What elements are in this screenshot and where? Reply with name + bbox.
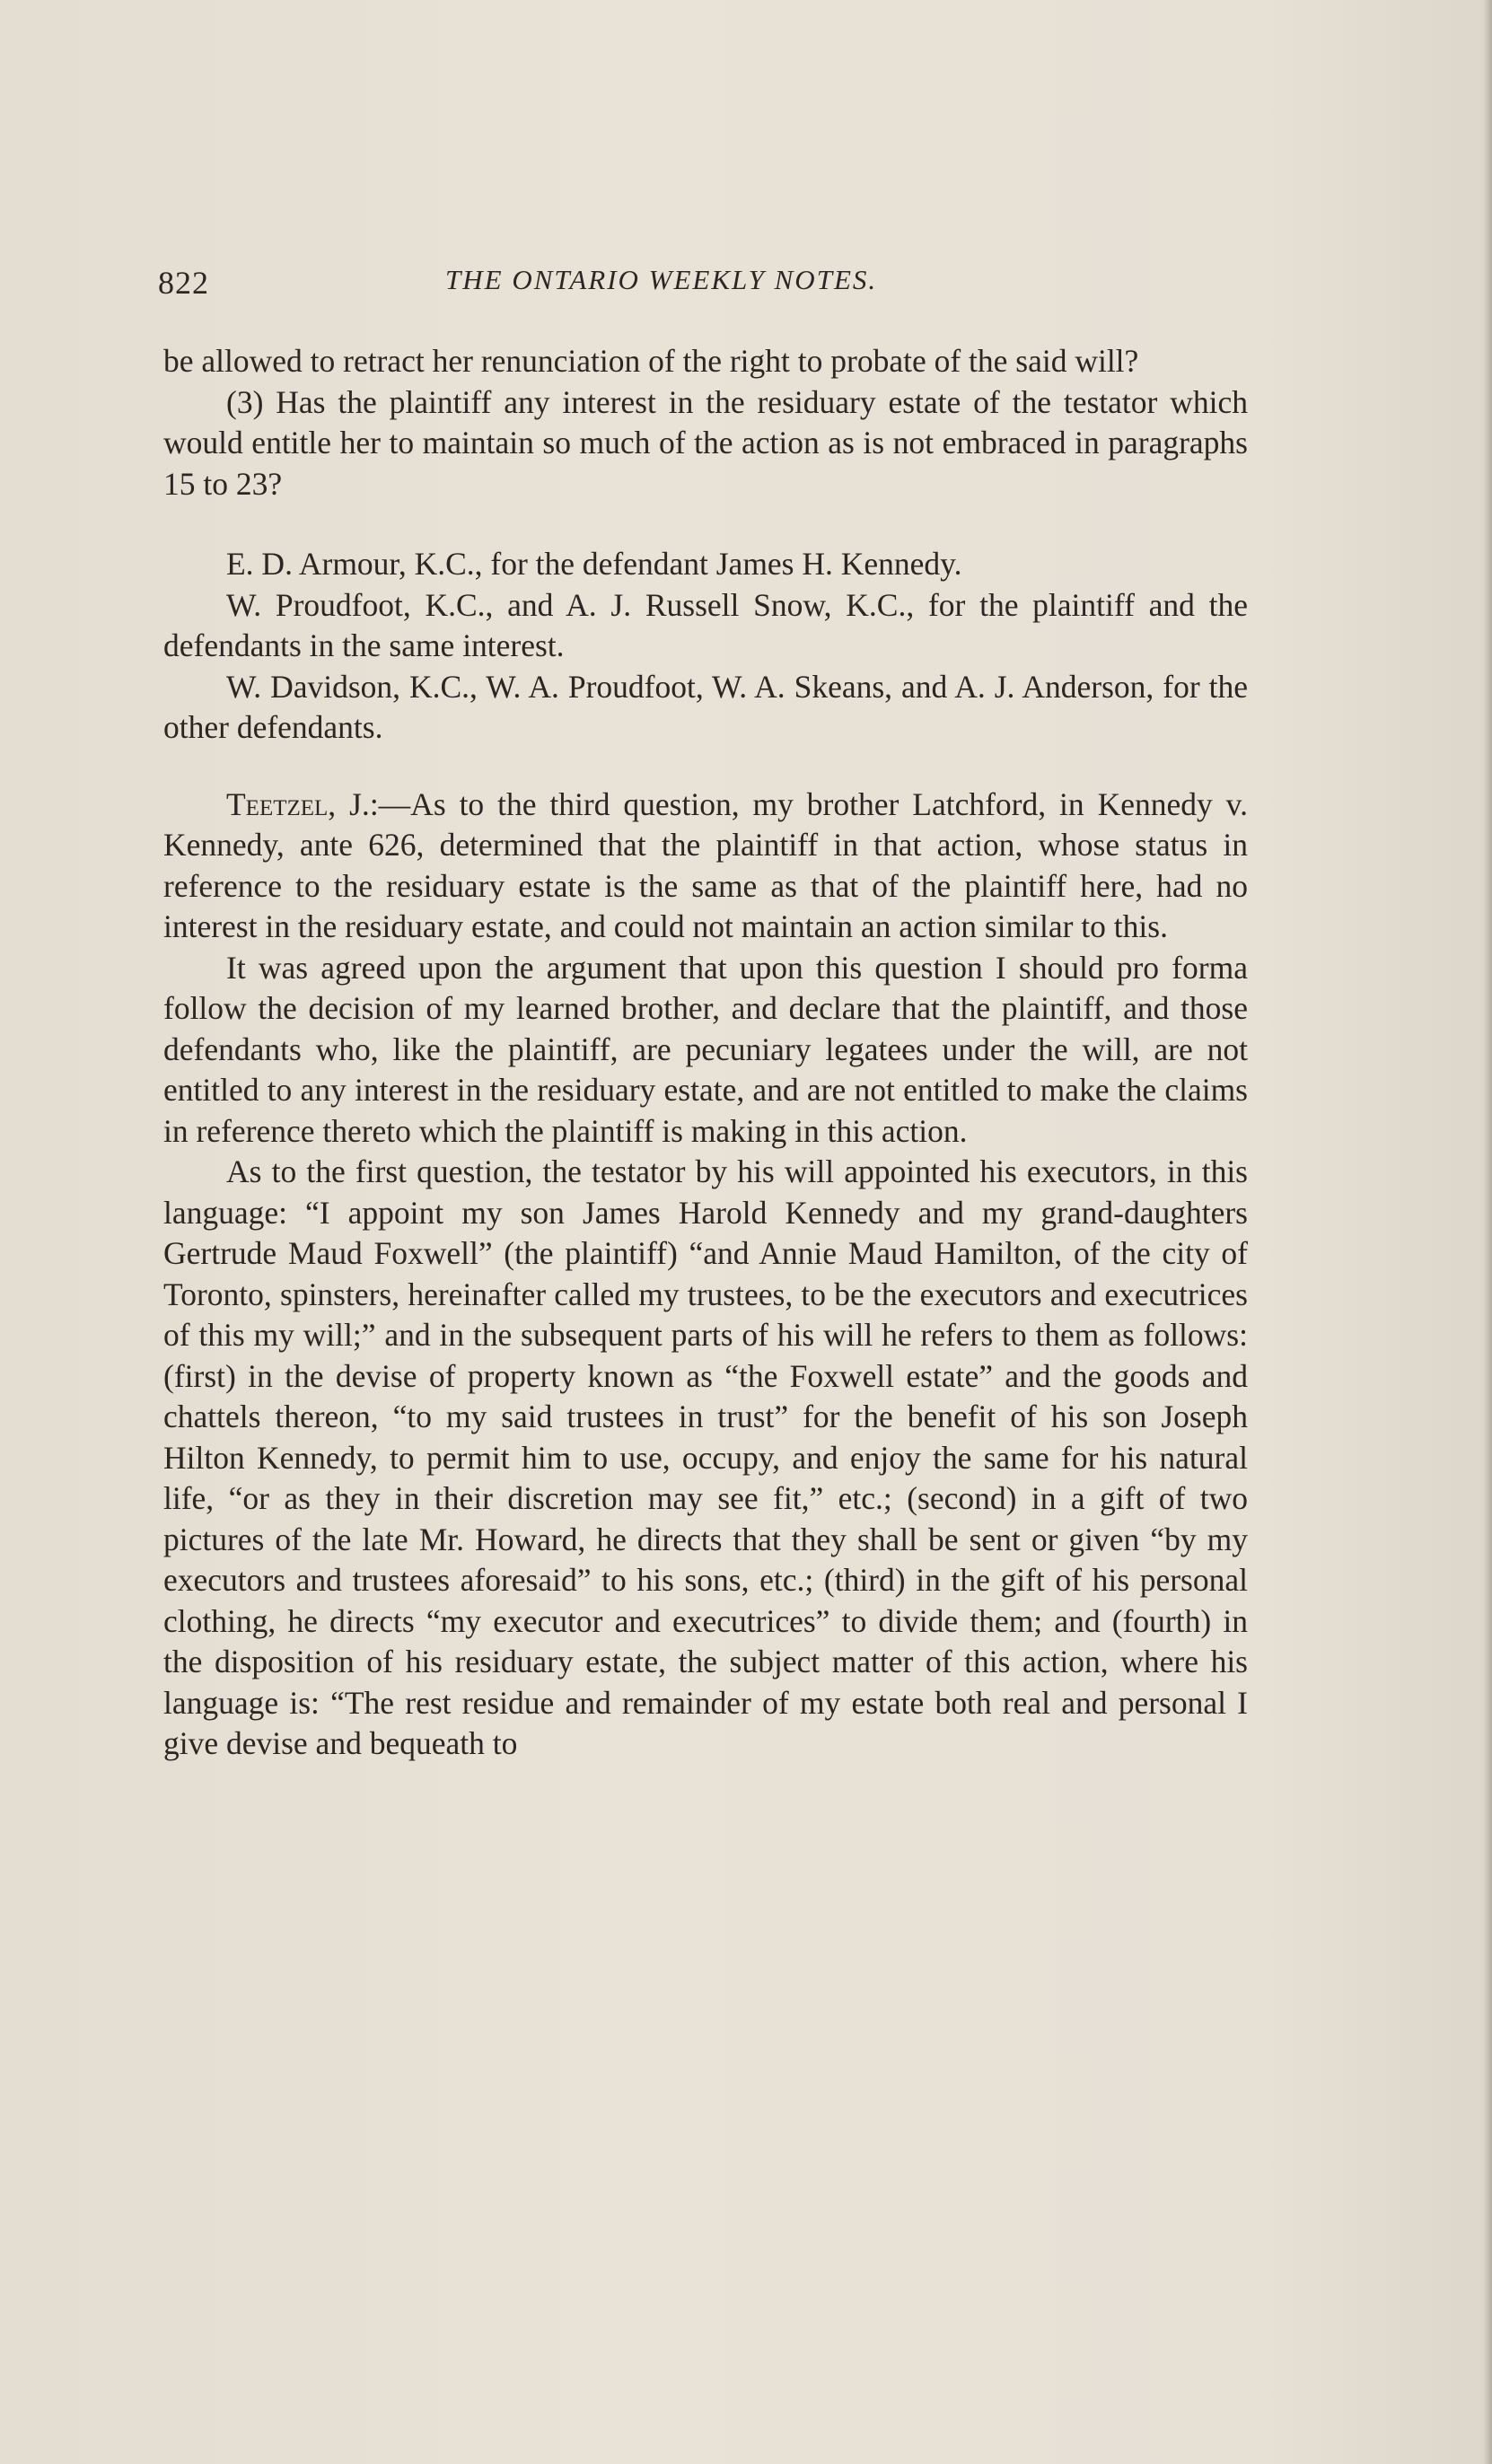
page-number: 822 (158, 265, 209, 301)
running-header (158, 264, 1244, 309)
paragraph-pro-forma: It was agreed upon the argument that upon this question I should pro forma follow the decision of my learned brother, and declare that the plaintiff, and those defendants who, like the plaintiff, are pecuniary legatees under the will, are not entitled to any interest in the residuary estate, and are not entitled to make the claims in reference thereto which the plaintiff is making in this action. (163, 949, 1248, 1149)
page-edge-shadow (1483, 0, 1492, 2464)
journal-title: THE ONTARIO WEEKLY NOTES. (445, 264, 878, 295)
paragraph-question-3: (3) Has the plaintiff any interest in the residuary estate of the testator which would entitle her to maintain so much of the action as is not embraced in paragraphs 15 to 23? (163, 383, 1248, 502)
judge-name: Teetzel, J. (226, 785, 370, 822)
judgment-opening-text: :—As to the third question, my brother Latchford, in Kennedy v. Kennedy, ante 626, determined that the plaintiff in that action, whose status in reference to the residuary estate is the same as that of the plaintiff here, had no interest in the residuary estate, and could not maintain an action similar to this. (163, 785, 1248, 944)
paragraph-question-continued: be allowed to retract her renunciation of the right to probate of the said will? (163, 343, 1139, 379)
paragraph-counsel-proudfoot: W. Proudfoot, K.C., and A. J. Russell Snow, K.C., for the plaintiff and the defendants in the same interest. (163, 586, 1248, 663)
paragraph-judgment-opening (163, 785, 1248, 948)
paragraph-counsel-davidson: W. Davidson, K.C., W. A. Proudfoot, W. A. Skeans, and A. J. Anderson, for the other defendants. (163, 668, 1248, 745)
paragraph-first-question: As to the first question, the testator by his will appointed his executors, in this language: “I appoint my son James Harold Kennedy and my grand-daughters Gertrude Maud Foxwell” (the plaintiff) “and Annie Maud Hamilton, of the city of Toronto, spinsters, hereinafter called my trustees, to be the executors and executrices of this my will;” and in the subsequent parts of his will he refers to them as follows: (first) in the devise of property known as “the Foxwell estate” and the goods and chattels thereon, “to my said trustees in trust” for the benefit of his son Joseph Hilton Kennedy, to permit him to use, occupy, and enjoy the same for his natural life, “or as they in their discretion may see fit,” etc.; (second) in a gift of two pictures of the late Mr. Howard, he directs that they shall be sent or given “by my executors and trustees aforesaid” to his sons, etc.; (third) in the gift of his personal clothing, he directs “my executor and executrices” to divide them; and (fourth) in the disposition of his residuary estate, the subject matter of this action, where his language is: “The rest residue and remainder of my estate both real and personal I give devise and bequeath to (163, 1153, 1248, 1761)
body-text (163, 341, 1248, 1765)
paragraph-counsel-armour: E. D. Armour, K.C., for the defendant James H. Kennedy. (226, 546, 962, 582)
